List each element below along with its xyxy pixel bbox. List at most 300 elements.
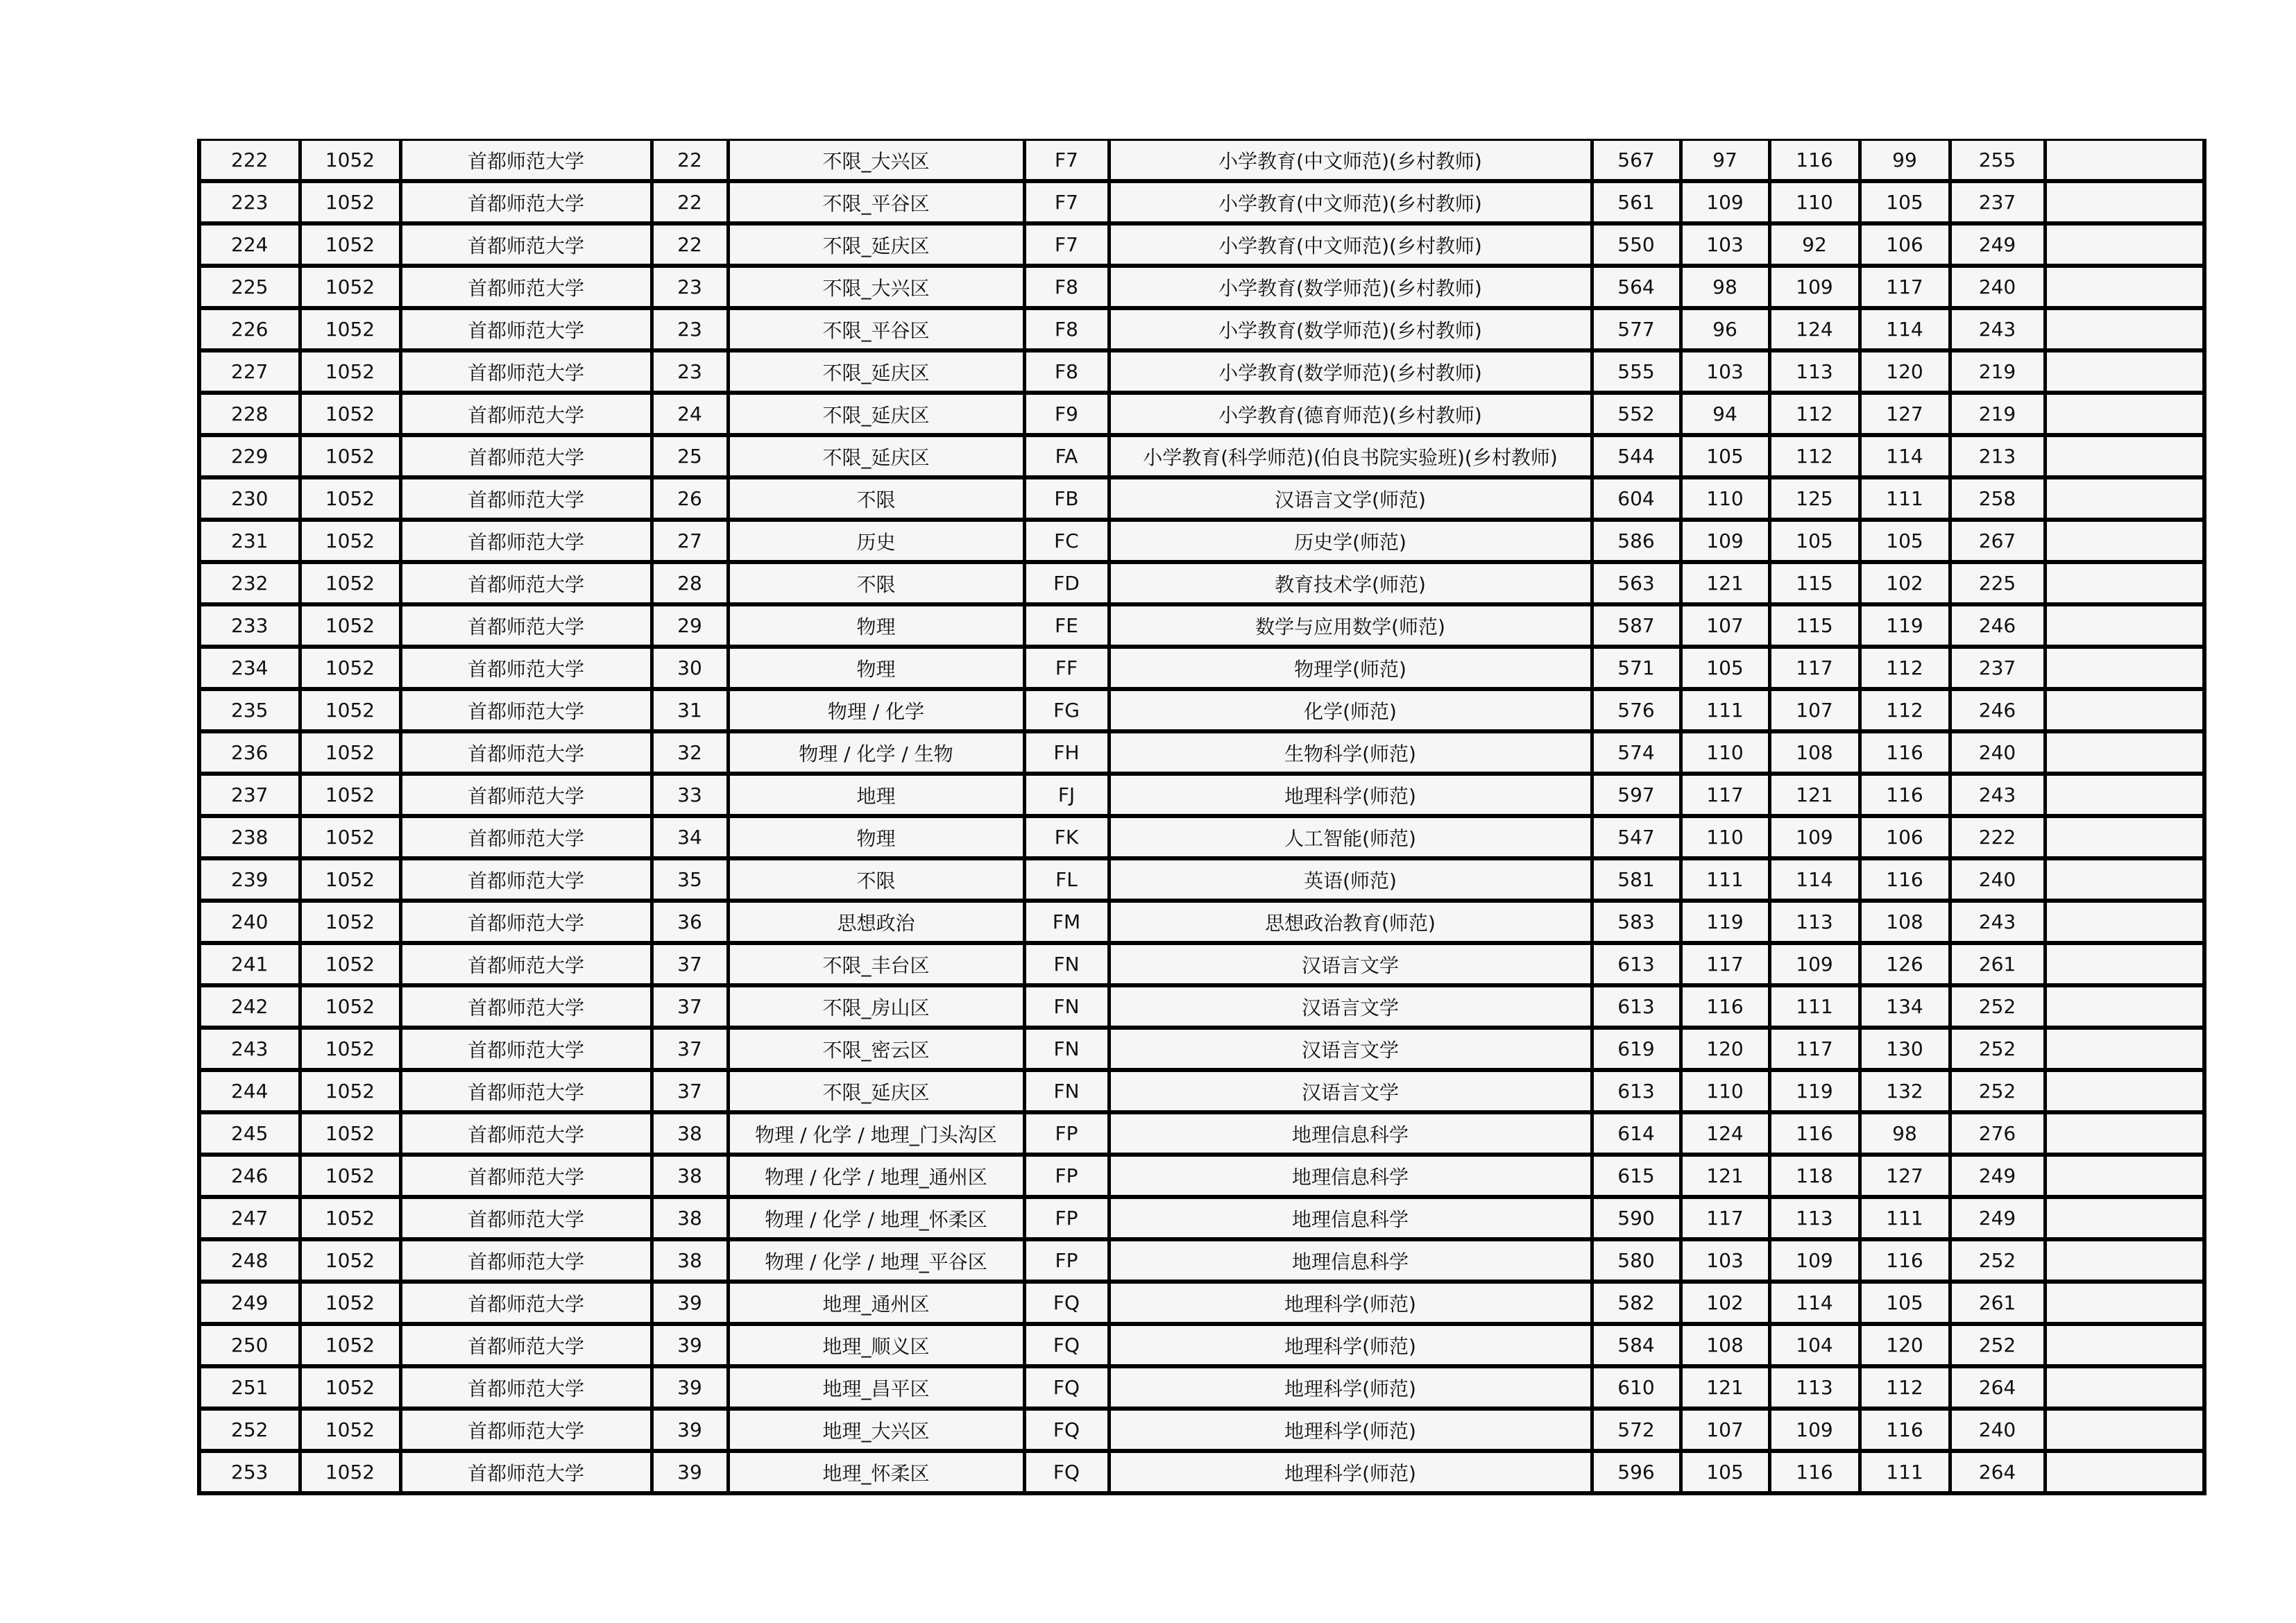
total-score-cell: 572 (1592, 1409, 1681, 1451)
math-score-cell: 111 (1769, 985, 1860, 1028)
math-score-cell: 109 (1769, 816, 1860, 858)
remark-cell (2045, 477, 2204, 520)
remark-cell (2045, 1282, 2204, 1324)
group-code-cell: 23 (652, 308, 728, 350)
subject-requirement-cell: 地理 (728, 774, 1024, 816)
row-number-cell: 229 (199, 435, 300, 477)
row-number-cell: 234 (199, 647, 300, 689)
elective-score-cell: 240 (1950, 731, 2045, 774)
school-name-cell: 首都师范大学 (400, 901, 652, 943)
school-code-cell: 1052 (300, 943, 400, 985)
school-name-cell: 首都师范大学 (400, 1239, 652, 1282)
school-name-cell: 首都师范大学 (400, 520, 652, 562)
subject-requirement-cell: 不限_大兴区 (728, 266, 1024, 308)
school-name-cell: 首都师范大学 (400, 816, 652, 858)
group-code-cell: 31 (652, 689, 728, 731)
english-score-cell: 127 (1860, 393, 1950, 435)
remark-cell (2045, 985, 2204, 1028)
math-score-cell: 107 (1769, 689, 1860, 731)
row-number-cell: 232 (199, 562, 300, 604)
subject-requirement-cell: 不限_延庆区 (728, 223, 1024, 266)
group-code-cell: 28 (652, 562, 728, 604)
school-name-cell: 首都师范大学 (400, 140, 652, 182)
school-name-cell: 首都师范大学 (400, 604, 652, 647)
english-score-cell: 111 (1860, 477, 1950, 520)
subject-requirement-cell: 地理_通州区 (728, 1282, 1024, 1324)
row-number-cell: 246 (199, 1155, 300, 1197)
row-number-cell: 228 (199, 393, 300, 435)
school-code-cell: 1052 (300, 562, 400, 604)
major-name-cell: 汉语言文学 (1109, 985, 1592, 1028)
school-name-cell: 首都师范大学 (400, 350, 652, 393)
total-score-cell: 586 (1592, 520, 1681, 562)
english-score-cell: 114 (1860, 308, 1950, 350)
group-code-cell: 37 (652, 985, 728, 1028)
school-name-cell: 首都师范大学 (400, 943, 652, 985)
total-score-cell: 544 (1592, 435, 1681, 477)
major-name-cell: 人工智能(师范) (1109, 816, 1592, 858)
row-number-cell: 225 (199, 266, 300, 308)
elective-score-cell: 222 (1950, 816, 2045, 858)
row-number-cell: 222 (199, 140, 300, 182)
chinese-score-cell: 98 (1681, 266, 1769, 308)
total-score-cell: 550 (1592, 223, 1681, 266)
table-row (199, 1366, 2204, 1409)
major-name-cell: 小学教育(数学师范)(乡村教师) (1109, 308, 1592, 350)
remark-cell (2045, 1239, 2204, 1282)
elective-score-cell: 261 (1950, 943, 2045, 985)
english-score-cell: 132 (1860, 1070, 1950, 1112)
major-name-cell: 教育技术学(师范) (1109, 562, 1592, 604)
math-score-cell: 104 (1769, 1324, 1860, 1366)
row-number-cell: 250 (199, 1324, 300, 1366)
total-score-cell: 604 (1592, 477, 1681, 520)
row-number-cell: 226 (199, 308, 300, 350)
remark-cell (2045, 181, 2204, 223)
group-code-cell: 38 (652, 1155, 728, 1197)
english-score-cell: 111 (1860, 1197, 1950, 1239)
math-score-cell: 116 (1769, 1451, 1860, 1493)
group-code-cell: 37 (652, 1028, 728, 1070)
remark-cell (2045, 647, 2204, 689)
table-row (199, 223, 2204, 266)
major-code-cell: F8 (1024, 350, 1109, 393)
major-code-cell: FJ (1024, 774, 1109, 816)
school-code-cell: 1052 (300, 1451, 400, 1493)
table-row (199, 858, 2204, 901)
major-code-cell: FP (1024, 1197, 1109, 1239)
major-code-cell: FQ (1024, 1366, 1109, 1409)
chinese-score-cell: 116 (1681, 985, 1769, 1028)
remark-cell (2045, 1155, 2204, 1197)
group-code-cell: 22 (652, 223, 728, 266)
table-row (199, 816, 2204, 858)
subject-requirement-cell: 不限_平谷区 (728, 308, 1024, 350)
major-code-cell: FP (1024, 1155, 1109, 1197)
row-number-cell: 237 (199, 774, 300, 816)
remark-cell (2045, 308, 2204, 350)
row-number-cell: 247 (199, 1197, 300, 1239)
math-score-cell: 119 (1769, 1070, 1860, 1112)
subject-requirement-cell: 不限 (728, 858, 1024, 901)
subject-requirement-cell: 物理 (728, 647, 1024, 689)
remark-cell (2045, 731, 2204, 774)
major-name-cell: 历史学(师范) (1109, 520, 1592, 562)
major-name-cell: 小学教育(中文师范)(乡村教师) (1109, 181, 1592, 223)
subject-requirement-cell: 思想政治 (728, 901, 1024, 943)
elective-score-cell: 252 (1950, 1239, 2045, 1282)
elective-score-cell: 219 (1950, 350, 2045, 393)
math-score-cell: 115 (1769, 562, 1860, 604)
total-score-cell: 564 (1592, 266, 1681, 308)
major-code-cell: FM (1024, 901, 1109, 943)
school-code-cell: 1052 (300, 308, 400, 350)
elective-score-cell: 261 (1950, 1282, 2045, 1324)
group-code-cell: 38 (652, 1197, 728, 1239)
major-name-cell: 地理科学(师范) (1109, 774, 1592, 816)
subject-requirement-cell: 地理_怀柔区 (728, 1451, 1024, 1493)
english-score-cell: 127 (1860, 1155, 1950, 1197)
major-name-cell: 地理科学(师范) (1109, 1282, 1592, 1324)
major-name-cell: 思想政治教育(师范) (1109, 901, 1592, 943)
math-score-cell: 125 (1769, 477, 1860, 520)
english-score-cell: 116 (1860, 731, 1950, 774)
elective-score-cell: 252 (1950, 1028, 2045, 1070)
group-code-cell: 37 (652, 1070, 728, 1112)
chinese-score-cell: 94 (1681, 393, 1769, 435)
major-name-cell: 地理信息科学 (1109, 1112, 1592, 1155)
chinese-score-cell: 117 (1681, 943, 1769, 985)
subject-requirement-cell: 物理 (728, 816, 1024, 858)
school-code-cell: 1052 (300, 393, 400, 435)
school-name-cell: 首都师范大学 (400, 647, 652, 689)
school-code-cell: 1052 (300, 901, 400, 943)
remark-cell (2045, 520, 2204, 562)
school-name-cell: 首都师范大学 (400, 1282, 652, 1324)
total-score-cell: 613 (1592, 1070, 1681, 1112)
chinese-score-cell: 107 (1681, 604, 1769, 647)
english-score-cell: 106 (1860, 223, 1950, 266)
elective-score-cell: 264 (1950, 1366, 2045, 1409)
chinese-score-cell: 107 (1681, 1409, 1769, 1451)
chinese-score-cell: 96 (1681, 308, 1769, 350)
group-code-cell: 38 (652, 1239, 728, 1282)
group-code-cell: 37 (652, 943, 728, 985)
total-score-cell: 576 (1592, 689, 1681, 731)
school-name-cell: 首都师范大学 (400, 266, 652, 308)
row-number-cell: 253 (199, 1451, 300, 1493)
major-name-cell: 地理科学(师范) (1109, 1451, 1592, 1493)
school-code-cell: 1052 (300, 1155, 400, 1197)
school-code-cell: 1052 (300, 140, 400, 182)
major-code-cell: FB (1024, 477, 1109, 520)
group-code-cell: 22 (652, 181, 728, 223)
math-score-cell: 109 (1769, 1409, 1860, 1451)
math-score-cell: 115 (1769, 604, 1860, 647)
subject-requirement-cell: 地理_大兴区 (728, 1409, 1024, 1451)
school-code-cell: 1052 (300, 1197, 400, 1239)
total-score-cell: 610 (1592, 1366, 1681, 1409)
major-code-cell: FN (1024, 1028, 1109, 1070)
school-name-cell: 首都师范大学 (400, 1451, 652, 1493)
chinese-score-cell: 105 (1681, 647, 1769, 689)
major-name-cell: 汉语言文学 (1109, 1070, 1592, 1112)
major-name-cell: 汉语言文学 (1109, 1028, 1592, 1070)
school-name-cell: 首都师范大学 (400, 985, 652, 1028)
chinese-score-cell: 109 (1681, 520, 1769, 562)
school-code-cell: 1052 (300, 1112, 400, 1155)
group-code-cell: 39 (652, 1409, 728, 1451)
major-code-cell: FQ (1024, 1409, 1109, 1451)
english-score-cell: 102 (1860, 562, 1950, 604)
group-code-cell: 35 (652, 858, 728, 901)
math-score-cell: 113 (1769, 901, 1860, 943)
major-name-cell: 小学教育(中文师范)(乡村教师) (1109, 140, 1592, 182)
major-name-cell: 地理信息科学 (1109, 1197, 1592, 1239)
row-number-cell: 231 (199, 520, 300, 562)
subject-requirement-cell: 物理 / 化学 / 生物 (728, 731, 1024, 774)
chinese-score-cell: 110 (1681, 1070, 1769, 1112)
elective-score-cell: 243 (1950, 774, 2045, 816)
elective-score-cell: 237 (1950, 181, 2045, 223)
elective-score-cell: 243 (1950, 308, 2045, 350)
remark-cell (2045, 1112, 2204, 1155)
elective-score-cell: 246 (1950, 689, 2045, 731)
subject-requirement-cell: 不限_延庆区 (728, 393, 1024, 435)
math-score-cell: 113 (1769, 1366, 1860, 1409)
major-name-cell: 数学与应用数学(师范) (1109, 604, 1592, 647)
school-name-cell: 首都师范大学 (400, 1155, 652, 1197)
remark-cell (2045, 223, 2204, 266)
table-row (199, 1409, 2204, 1451)
math-score-cell: 113 (1769, 350, 1860, 393)
row-number-cell: 224 (199, 223, 300, 266)
elective-score-cell: 213 (1950, 435, 2045, 477)
chinese-score-cell: 117 (1681, 1197, 1769, 1239)
school-name-cell: 首都师范大学 (400, 1028, 652, 1070)
subject-requirement-cell: 物理 / 化学 (728, 689, 1024, 731)
major-name-cell: 小学教育(数学师范)(乡村教师) (1109, 350, 1592, 393)
elective-score-cell: 225 (1950, 562, 2045, 604)
english-score-cell: 108 (1860, 901, 1950, 943)
table-row (199, 774, 2204, 816)
total-score-cell: 615 (1592, 1155, 1681, 1197)
subject-requirement-cell: 物理 / 化学 / 地理_通州区 (728, 1155, 1024, 1197)
major-code-cell: FP (1024, 1112, 1109, 1155)
remark-cell (2045, 689, 2204, 731)
table-row (199, 181, 2204, 223)
remark-cell (2045, 1324, 2204, 1366)
remark-cell (2045, 901, 2204, 943)
row-number-cell: 233 (199, 604, 300, 647)
remark-cell (2045, 858, 2204, 901)
group-code-cell: 39 (652, 1282, 728, 1324)
major-name-cell: 化学(师范) (1109, 689, 1592, 731)
major-name-cell: 地理科学(师范) (1109, 1366, 1592, 1409)
total-score-cell: 587 (1592, 604, 1681, 647)
english-score-cell: 114 (1860, 435, 1950, 477)
total-score-cell: 619 (1592, 1028, 1681, 1070)
group-code-cell: 34 (652, 816, 728, 858)
chinese-score-cell: 103 (1681, 1239, 1769, 1282)
school-code-cell: 1052 (300, 350, 400, 393)
table-row (199, 943, 2204, 985)
table-row (199, 435, 2204, 477)
total-score-cell: 613 (1592, 985, 1681, 1028)
math-score-cell: 113 (1769, 1197, 1860, 1239)
row-number-cell: 223 (199, 181, 300, 223)
school-code-cell: 1052 (300, 1324, 400, 1366)
english-score-cell: 112 (1860, 1366, 1950, 1409)
total-score-cell: 574 (1592, 731, 1681, 774)
remark-cell (2045, 774, 2204, 816)
row-number-cell: 240 (199, 901, 300, 943)
group-code-cell: 26 (652, 477, 728, 520)
row-number-cell: 244 (199, 1070, 300, 1112)
row-number-cell: 248 (199, 1239, 300, 1282)
major-code-cell: FD (1024, 562, 1109, 604)
major-name-cell: 小学教育(科学师范)(伯良书院实验班)(乡村教师) (1109, 435, 1592, 477)
school-name-cell: 首都师范大学 (400, 393, 652, 435)
remark-cell (2045, 943, 2204, 985)
elective-score-cell: 252 (1950, 1070, 2045, 1112)
math-score-cell: 114 (1769, 858, 1860, 901)
major-code-cell: FQ (1024, 1282, 1109, 1324)
row-number-cell: 236 (199, 731, 300, 774)
major-code-cell: FC (1024, 520, 1109, 562)
school-code-cell: 1052 (300, 1028, 400, 1070)
total-score-cell: 582 (1592, 1282, 1681, 1324)
school-name-cell: 首都师范大学 (400, 1197, 652, 1239)
school-code-cell: 1052 (300, 1282, 400, 1324)
elective-score-cell: 276 (1950, 1112, 2045, 1155)
subject-requirement-cell: 不限_延庆区 (728, 435, 1024, 477)
major-code-cell: FH (1024, 731, 1109, 774)
school-name-cell: 首都师范大学 (400, 858, 652, 901)
row-number-cell: 241 (199, 943, 300, 985)
table-row (199, 1028, 2204, 1070)
chinese-score-cell: 110 (1681, 731, 1769, 774)
table-row (199, 1070, 2204, 1112)
total-score-cell: 590 (1592, 1197, 1681, 1239)
math-score-cell: 92 (1769, 223, 1860, 266)
row-number-cell: 249 (199, 1282, 300, 1324)
admission-score-table (197, 139, 2206, 1495)
major-code-cell: FN (1024, 943, 1109, 985)
math-score-cell: 108 (1769, 731, 1860, 774)
group-code-cell: 36 (652, 901, 728, 943)
math-score-cell: 124 (1769, 308, 1860, 350)
row-number-cell: 227 (199, 350, 300, 393)
subject-requirement-cell: 物理 / 化学 / 地理_门头沟区 (728, 1112, 1024, 1155)
english-score-cell: 126 (1860, 943, 1950, 985)
group-code-cell: 23 (652, 266, 728, 308)
math-score-cell: 109 (1769, 943, 1860, 985)
school-code-cell: 1052 (300, 1070, 400, 1112)
table-row (199, 1197, 2204, 1239)
subject-requirement-cell: 不限_平谷区 (728, 181, 1024, 223)
row-number-cell: 245 (199, 1112, 300, 1155)
english-score-cell: 117 (1860, 266, 1950, 308)
row-number-cell: 238 (199, 816, 300, 858)
math-score-cell: 116 (1769, 140, 1860, 182)
table-row (199, 266, 2204, 308)
major-name-cell: 地理信息科学 (1109, 1239, 1592, 1282)
group-code-cell: 32 (652, 731, 728, 774)
chinese-score-cell: 105 (1681, 1451, 1769, 1493)
table-row (199, 140, 2204, 182)
subject-requirement-cell: 不限 (728, 477, 1024, 520)
school-name-cell: 首都师范大学 (400, 1366, 652, 1409)
elective-score-cell: 249 (1950, 223, 2045, 266)
major-code-cell: FQ (1024, 1324, 1109, 1366)
remark-cell (2045, 562, 2204, 604)
table-row (199, 689, 2204, 731)
row-number-cell: 242 (199, 985, 300, 1028)
school-name-cell: 首都师范大学 (400, 1112, 652, 1155)
total-score-cell: 584 (1592, 1324, 1681, 1366)
total-score-cell: 571 (1592, 647, 1681, 689)
table-row (199, 1155, 2204, 1197)
math-score-cell: 109 (1769, 1239, 1860, 1282)
school-code-cell: 1052 (300, 223, 400, 266)
school-code-cell: 1052 (300, 731, 400, 774)
math-score-cell: 112 (1769, 393, 1860, 435)
table-body (199, 140, 2204, 1494)
school-code-cell: 1052 (300, 816, 400, 858)
english-score-cell: 120 (1860, 350, 1950, 393)
row-number-cell: 230 (199, 477, 300, 520)
remark-cell (2045, 1451, 2204, 1493)
table-row (199, 647, 2204, 689)
total-score-cell: 555 (1592, 350, 1681, 393)
total-score-cell: 580 (1592, 1239, 1681, 1282)
major-name-cell: 生物科学(师范) (1109, 731, 1592, 774)
group-code-cell: 30 (652, 647, 728, 689)
subject-requirement-cell: 物理 (728, 604, 1024, 647)
total-score-cell: 577 (1592, 308, 1681, 350)
chinese-score-cell: 121 (1681, 1155, 1769, 1197)
chinese-score-cell: 97 (1681, 140, 1769, 182)
total-score-cell: 597 (1592, 774, 1681, 816)
table-row (199, 901, 2204, 943)
subject-requirement-cell: 不限_丰台区 (728, 943, 1024, 985)
school-code-cell: 1052 (300, 985, 400, 1028)
major-code-cell: F7 (1024, 140, 1109, 182)
english-score-cell: 98 (1860, 1112, 1950, 1155)
english-score-cell: 105 (1860, 1282, 1950, 1324)
table-row (199, 604, 2204, 647)
chinese-score-cell: 103 (1681, 350, 1769, 393)
total-score-cell: 567 (1592, 140, 1681, 182)
group-code-cell: 39 (652, 1451, 728, 1493)
total-score-cell: 552 (1592, 393, 1681, 435)
school-code-cell: 1052 (300, 1366, 400, 1409)
remark-cell (2045, 816, 2204, 858)
major-code-cell: FE (1024, 604, 1109, 647)
chinese-score-cell: 105 (1681, 435, 1769, 477)
subject-requirement-cell: 不限_延庆区 (728, 350, 1024, 393)
school-code-cell: 1052 (300, 647, 400, 689)
table-row (199, 985, 2204, 1028)
table-row (199, 477, 2204, 520)
chinese-score-cell: 102 (1681, 1282, 1769, 1324)
remark-cell (2045, 435, 2204, 477)
subject-requirement-cell: 不限_延庆区 (728, 1070, 1024, 1112)
elective-score-cell: 258 (1950, 477, 2045, 520)
elective-score-cell: 237 (1950, 647, 2045, 689)
math-score-cell: 116 (1769, 1112, 1860, 1155)
